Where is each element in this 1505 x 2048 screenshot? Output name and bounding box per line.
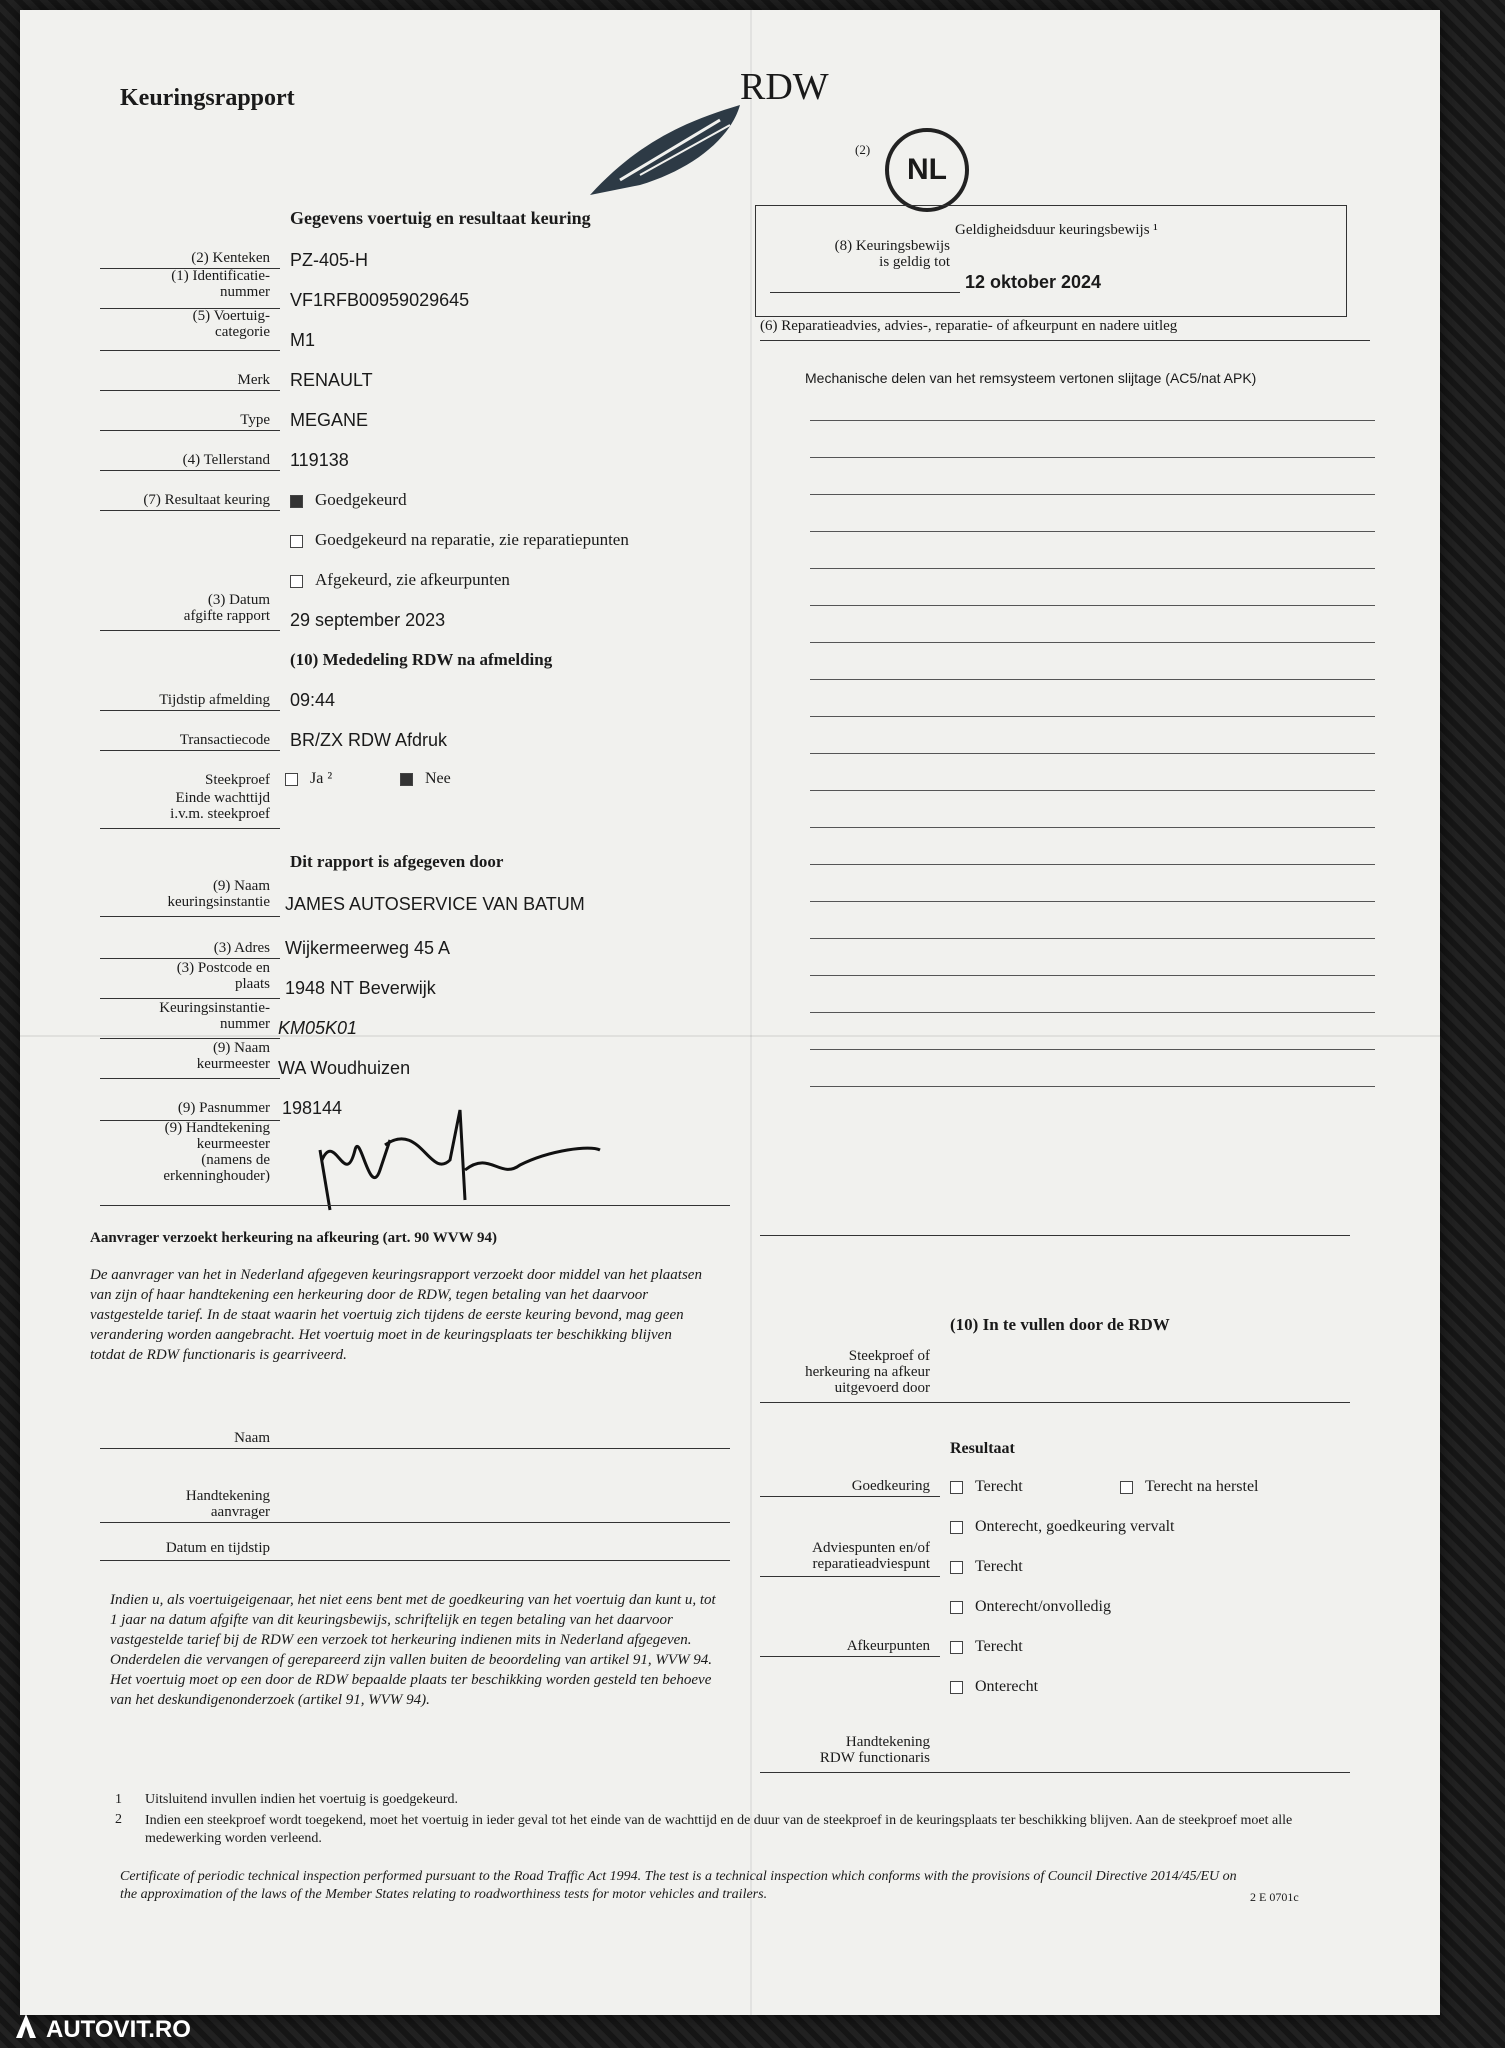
mededeling-title: (10) Mededeling RDW na afmelding (290, 650, 553, 669)
wachttijd-label: Einde wachttijd i.v.m. steekproef (170, 790, 270, 822)
datum-tijd-label: Datum en tijdstip (165, 1540, 270, 1556)
blank-line (810, 938, 1375, 939)
instantienr-value: KM05K01 (278, 1018, 358, 1038)
checkbox-icon (290, 535, 303, 548)
ident-label: (1) Identificatie- nummer (171, 268, 270, 300)
afgegeven-title: Dit rapport is afgegeven door (290, 852, 504, 871)
pasnummer-value: 198144 (282, 1098, 343, 1118)
blank-line (810, 420, 1375, 421)
checkbox-icon (290, 575, 303, 588)
postcode-label: (3) Postcode en plaats (176, 960, 270, 992)
goed-onterecht: Onterecht, goedkeuring vervalt (950, 1518, 1174, 1536)
result-option-repaired: Goedgekeurd na reparatie, zie reparatiepunten (290, 530, 629, 550)
instantienr-label: Keuringsinstantie- nummer (159, 1000, 270, 1032)
tijd-value: 09:44 (290, 690, 336, 710)
nl-badge: NL (885, 128, 969, 212)
geldig-value: 12 oktober 2024 (965, 272, 1102, 292)
geldig-label: (8) Keuringsbewijs is geldig tot (834, 238, 950, 270)
advies-label: Adviespunten en/of reparatieadviespunt (812, 1540, 930, 1572)
goedkeuring-label: Goedkeuring (851, 1478, 930, 1494)
checkbox-icon (950, 1601, 963, 1614)
checkbox-icon (950, 1521, 963, 1534)
merk-label: Merk (237, 372, 270, 388)
certificate-text: Certificate of periodic technical inspection performed pursuant to the Road Traffic Act 1994. The test is a technical inspection which conforms with the provisions of Council Directive 2014/45/EU on the approximation of the laws of the Member States relating to roadworthiness tests for motor vehicles and trailers. (120, 1869, 1237, 1902)
rdw-logo-icon (580, 100, 750, 200)
blank-line (810, 753, 1375, 754)
blank-line (810, 679, 1375, 680)
footnote-1-num: 1 (115, 1792, 122, 1807)
checkbox-icon (950, 1681, 963, 1694)
blank-line (810, 827, 1375, 828)
herkeuring-title: Aanvrager verzoekt herkeuring na afkeuring (art. 90 WVW 94) (90, 1230, 498, 1246)
blank-line (810, 1086, 1375, 1087)
fold-line (750, 10, 752, 2015)
form-code: 2 E 0701c (1250, 1890, 1299, 1904)
checkbox-icon (950, 1641, 963, 1654)
section-title: Gegevens voertuig en resultaat keuring (290, 208, 591, 228)
resultaat-title: Resultaat (950, 1440, 1015, 1457)
rdw-wordmark: RDW (740, 66, 829, 108)
checkbox-icon (950, 1561, 963, 1574)
nl-ref: (2) (855, 142, 871, 157)
datum-label: (3) Datum afgifte rapport (183, 592, 270, 624)
signature-icon (300, 1090, 620, 1220)
steekproef-ja: Ja ² (285, 770, 332, 788)
aanvrager-hand-label: Handtekening aanvrager (185, 1488, 270, 1520)
afkeur-onterecht: Onterecht (950, 1678, 1038, 1696)
postcode-value: 1948 NT Beverwijk (285, 978, 436, 998)
tijd-label: Tijdstip afmelding (159, 692, 270, 708)
merk-value: RENAULT (290, 370, 373, 390)
blank-line (810, 864, 1375, 865)
blank-line (810, 716, 1375, 717)
checkbox-icon (1120, 1481, 1133, 1494)
reparatie-text: Mechanische delen van het remsysteem vertonen slijtage (AC5/nat APK) (805, 370, 1257, 386)
category-label: (5) Voertuig- categorie (192, 308, 270, 340)
kenteken-label: (2) Kenteken (191, 250, 270, 266)
autovit-logo-icon (14, 2012, 38, 2040)
instantie-value: JAMES AUTOSERVICE VAN BATUM (285, 894, 585, 914)
geldigheid-title: Geldigheidsduur keuringsbewijs ¹ (955, 222, 1158, 238)
checkbox-icon (950, 1481, 963, 1494)
indien-text: Indien u, als voertuigeigenaar, het niet eens bent met de goedkeuring van het voertuig dan kunt u, tot 1 jaar na datum afgifte van dit keuringsbewijs, schriftelijk en tegen betaling van het daarvoor vastgestelde tarief bij de RDW een verzoek tot herkeuring indienen mits in Nederland afgegeven. Onderdelen die vervangen of gerepareerd zijn vallen buiten de beoordeling van artikel 91, WVW 94. Het voertuig moet op een door de RDW bepaalde plaats ter beschikking worden gesteld ten behoeve van het deskundigenonderzoek (artikel 91, WVW 94). (110, 1592, 716, 1708)
handtekening-label: (9) Handtekening keurmeester (namens de erkenninghouder) (163, 1120, 270, 1184)
instantie-label: (9) Naam keuringsinstantie (167, 878, 270, 910)
blank-line (810, 605, 1375, 606)
blank-line (810, 790, 1375, 791)
kenteken-value: PZ-405-H (290, 250, 369, 270)
pasnummer-label: (9) Pasnummer (177, 1100, 270, 1116)
teller-value: 119138 (290, 450, 349, 470)
steekproef-label: Steekproef (205, 772, 270, 788)
ident-value: VF1RFB00959029645 (290, 290, 470, 310)
blank-line (810, 531, 1375, 532)
teller-label: (4) Tellerstand (182, 452, 270, 468)
type-label: Type (240, 412, 270, 428)
blank-line (810, 494, 1375, 495)
inspection-report-paper (20, 10, 1440, 2015)
result-label: (7) Resultaat keuring (143, 492, 270, 508)
result-option-rejected: Afgekeurd, zie afkeurpunten (290, 570, 510, 590)
footnote-1: Uitsluitend invullen indien het voertuig is goedgekeurd. (145, 1792, 458, 1807)
blank-line (810, 457, 1375, 458)
advies-terecht: Terecht (950, 1558, 1023, 1576)
adres-value: Wijkermeerweg 45 A (285, 938, 451, 958)
goed-terecht-herstel: Terecht na herstel (1120, 1478, 1258, 1496)
blank-line (810, 975, 1375, 976)
rdw-hand-label: Handtekening RDW functionaris (819, 1734, 930, 1766)
datum-value: 29 september 2023 (290, 610, 446, 630)
blank-line (810, 642, 1375, 643)
checkbox-icon (285, 773, 298, 786)
rdw-invullen-title: (10) In te vullen door de RDW (950, 1315, 1170, 1334)
naam-label: Naam (234, 1430, 270, 1446)
footnote-2-num: 2 (115, 1812, 122, 1827)
blank-line (810, 1049, 1375, 1050)
blank-line (810, 901, 1375, 902)
blank-line (810, 1012, 1375, 1013)
afkeur-terecht: Terecht (950, 1638, 1023, 1656)
keurmeester-label: (9) Naam keurmeester (196, 1040, 270, 1072)
watermark: AUTOVIT.RO (46, 2016, 191, 2043)
checkbox-checked-icon (290, 495, 303, 508)
afkeur-label: Afkeurpunten (846, 1638, 930, 1654)
report-title: Keuringsrapport (120, 85, 295, 111)
type-value: MEGANE (290, 410, 369, 430)
blank-line (810, 568, 1375, 569)
transactie-value: BR/ZX RDW Afdruk (290, 730, 448, 750)
adres-label: (3) Adres (213, 940, 270, 956)
steekproef-herk-label: Steekproef of herkeuring na afkeur uitgevoerd door (805, 1348, 930, 1396)
result-option-approved: Goedgekeurd (290, 490, 407, 510)
footnote-2: Indien een steekproef wordt toegekend, moet het voertuig in ieder geval tot het einde van de wachttijd en de duur van de steekproef in de keuringsplaats ter beschikking blijven. Aan de steekproef moet alle medewerking worden verleend. (145, 1813, 1293, 1846)
reparatie-title: (6) Reparatieadvies, advies-, reparatie- of afkeurpunt en nadere uitleg (760, 318, 1178, 334)
category-value: M1 (290, 330, 316, 350)
herkeuring-text: De aanvrager van het in Nederland afgegeven keuringsrapport verzoekt door middel van het plaatsen van zijn of haar handtekening een herkeuring door de RDW, tegen betaling van het daarvoor vastgestelde tarief. In de staat waarin het voertuig zich tijdens de eerste keuring bevond, mag geen verandering worden aangebracht. Het voertuig moet in de keuringsplaats ter beschikking blijven totdat de RDW functionaris is gearriveerd. (90, 1267, 702, 1363)
checkbox-checked-icon (400, 773, 413, 786)
steekproef-nee: Nee (400, 770, 451, 788)
transactie-label: Transactiecode (179, 732, 270, 748)
keurmeester-value: WA Woudhuizen (278, 1058, 411, 1078)
advies-onterecht: Onterecht/onvolledig (950, 1598, 1111, 1616)
goed-terecht: Terecht (950, 1478, 1023, 1496)
